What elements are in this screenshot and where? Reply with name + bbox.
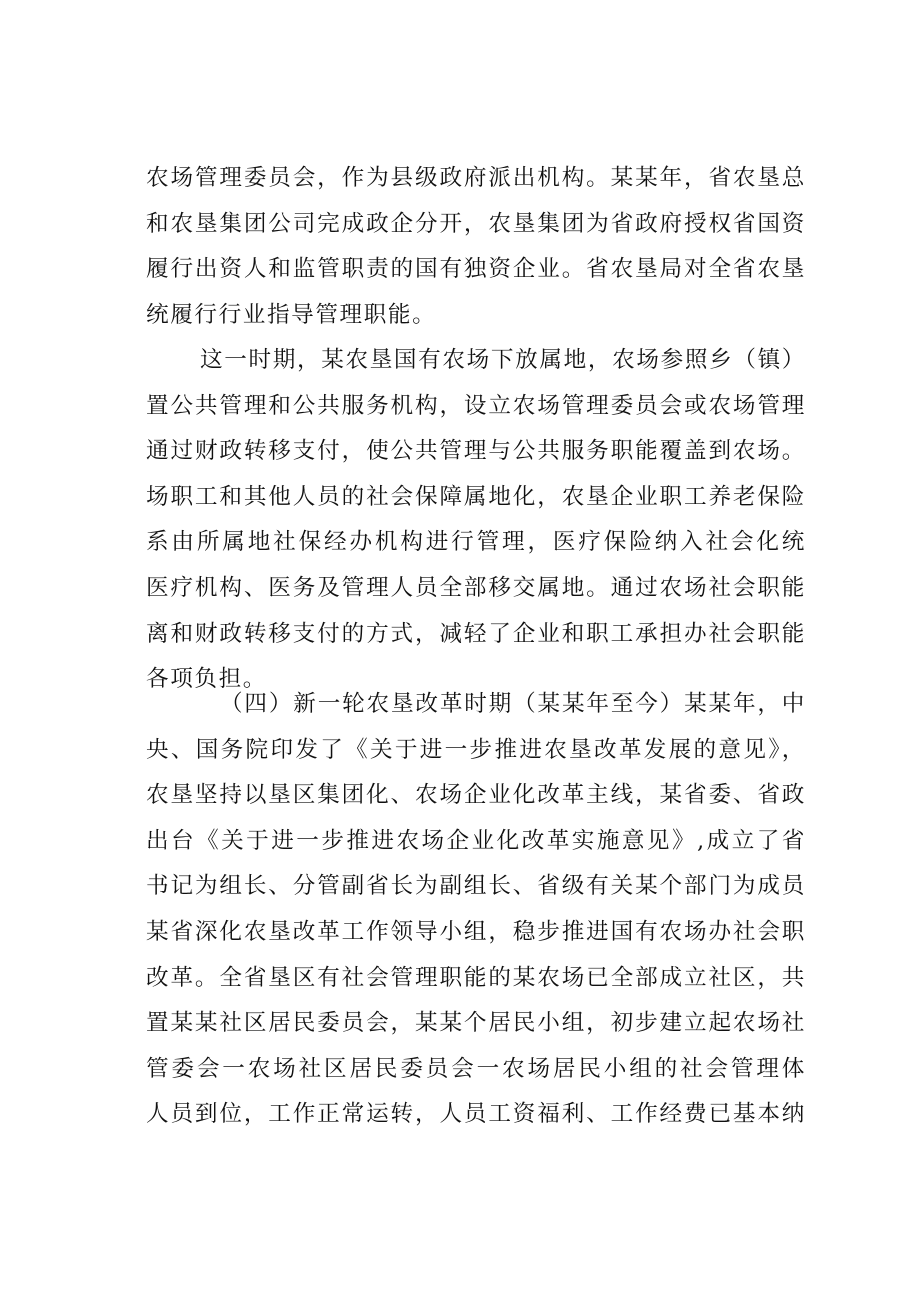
paragraph-line: 履行出资人和监管职责的国有独资企业。省农垦局对全省农垦 [146,256,806,283]
paragraph-line: 央、国务院印发了《关于进一步推进农垦改革发展的意见》， [146,736,806,763]
paragraph-2 [146,338,806,703]
paragraph-line: 和农垦集团公司完成政企分开，农垦集团为省政府授权省国资 [146,210,806,237]
paragraph-line: 出台《关于进一步推进农场企业化改革实施意见》,成立了省 [146,827,806,854]
paragraph-line: 置公共管理和公共服务机构，设立农场管理委员会或农场管理 [146,392,806,419]
paragraph-line: 系由所属地社保经办机构进行管理，医疗保险纳入社会化统 [146,529,806,556]
paragraph-line: 这一时期，某农垦国有农场下放属地，农场参照乡（镇） [200,347,806,373]
paragraph-line: 统履行行业指导管理职能。 [146,301,437,328]
paragraph-1 [146,156,806,338]
paragraph-line: 书记为组长、分管副省长为副组长、省级有关某个部门为成员 [146,873,806,900]
paragraph-line: 医疗机构、医务及管理人员全部移交属地。通过农场社会职能 [146,574,806,601]
paragraph-line: 置某某社区居民委员会，某某个居民小组，初步建立起农场社 [146,1010,806,1037]
paragraph-line: 某省深化农垦改革工作领导小组，稳步推进国有农场办社会职 [146,918,806,945]
paragraph-line: 农场管理委员会，作为县级政府派出机构。某某年，省农垦总 [146,165,806,191]
paragraph-3 [146,682,806,1138]
paragraph-line: （四）新一轮农垦改革时期（某某年至今）某某年，中 [220,691,806,717]
paragraph-line: 人员到位，工作正常运转，人员工资福利、工作经费已基本纳 [146,1101,806,1128]
paragraph-line: 场职工和其他人员的社会保障属地化，农垦企业职工养老保险 [146,483,806,510]
paragraph-line: 通过财政转移支付，使公共管理与公共服务职能覆盖到农场。 [146,438,806,465]
paragraph-line: 管委会一农场社区居民委员会一农场居民小组的社会管理体 [146,1055,806,1082]
paragraph-line: 农垦坚持以垦区集团化、农场企业化改革主线，某省委、省政 [146,782,806,809]
paragraph-line: 离和财政转移支付的方式，减轻了企业和职工承担办社会职能 [146,620,806,647]
paragraph-line: 各项负担。 [146,666,267,693]
paragraph-line: 改革。全省垦区有社会管理职能的某农场已全部成立社区，共 [146,964,806,991]
